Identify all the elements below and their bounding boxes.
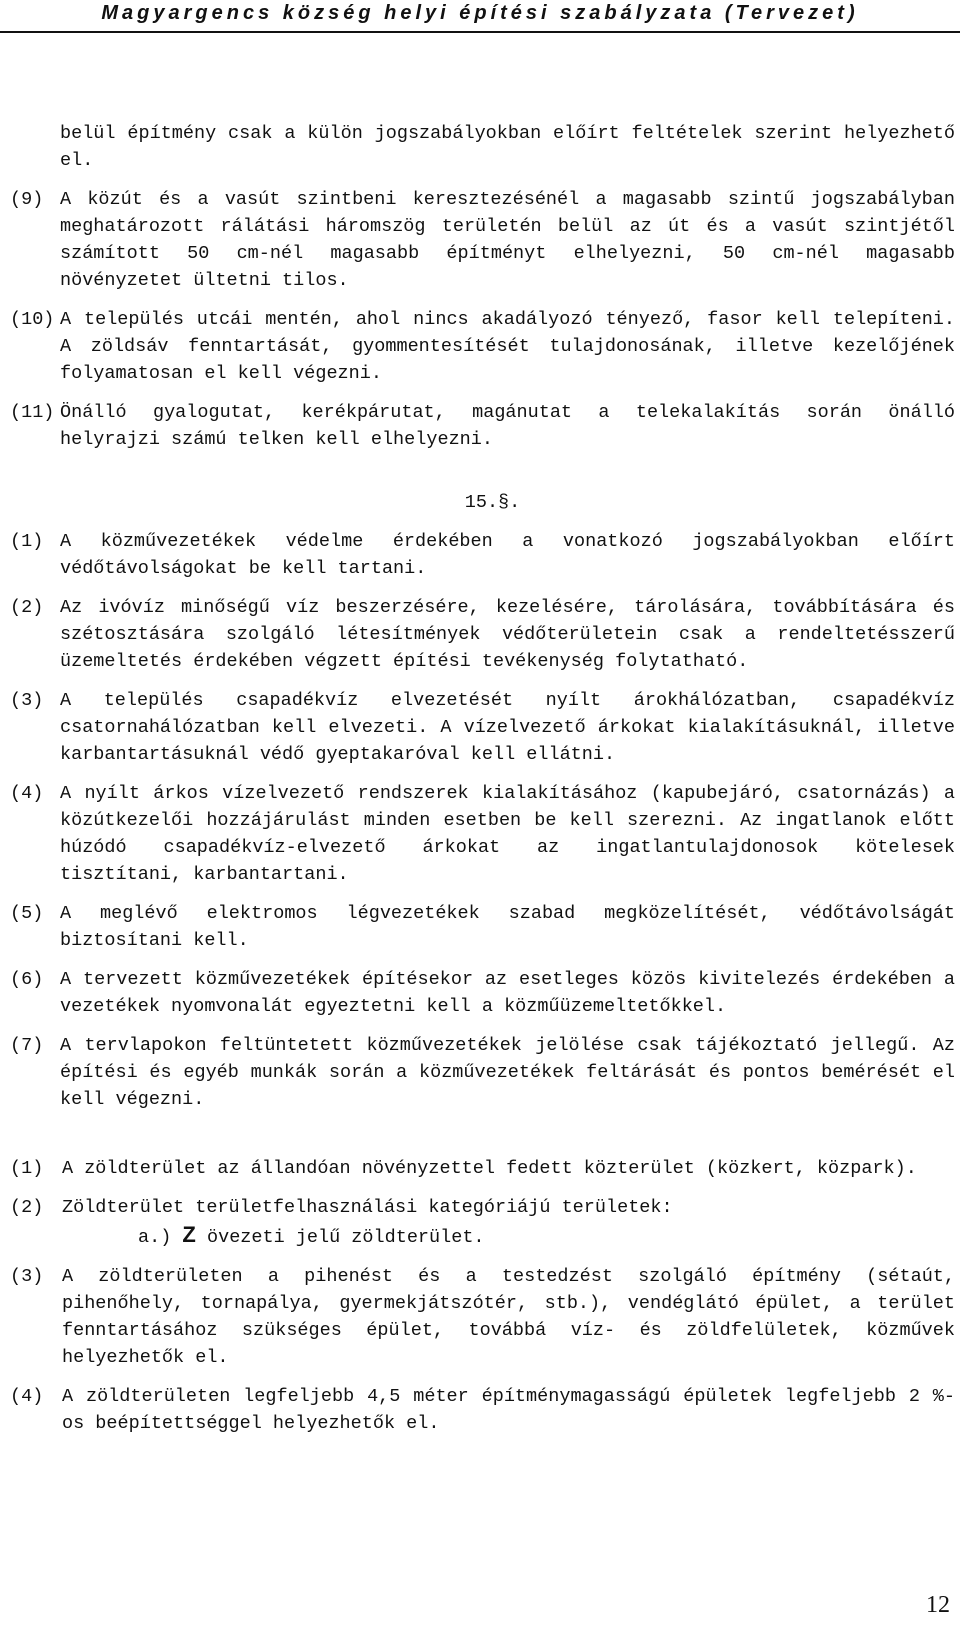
- paragraph-text: A meglévő elektromos légvezetékek szabad megközelítését, védőtávolságát biztosítani kell.: [60, 903, 955, 951]
- paragraph-text: A közművezetékek védelme érdekében a vonatkozó jogszabályokban előírt védőtávolságokat be kell tartani.: [60, 531, 955, 579]
- paragraph-2: [10, 594, 955, 675]
- paragraph-number: (4): [10, 1386, 44, 1407]
- paragraph-5: [10, 900, 955, 954]
- zone-code: Z: [182, 1222, 196, 1247]
- paragraph-text: A zöldterületen legfeljebb 4,5 méter építménymagasságú épületek legfeljebb 2 %-os beépítettséggel helyezhetők el.: [62, 1386, 955, 1434]
- page-number: 12: [926, 1592, 950, 1618]
- paragraph-text: A nyílt árkos vízelvezető rendszerek kialakításához (kapubejáró, csatornázás) a közútkezelői hozzájárulást minden esetben be kell szerezni. Az ingatlanok előtt húzódó csapadékvíz-elvezető árkokat az ingatlantulajdonosok kötelesek tisztítani, karbantartani.: [60, 783, 955, 885]
- paragraph-text: Zöldterület területfelhasználási kategóriájú területek:: [62, 1197, 673, 1218]
- paragraph-1: [10, 528, 955, 582]
- paragraph-number: (9): [10, 189, 44, 210]
- sub-item-text: övezeti jelű zöldterület.: [206, 1227, 485, 1248]
- paragraph-text: Az ivóvíz minőségű víz beszerzésére, kezelésére, tárolására, továbbítására és szétosztására szolgáló létesítmények védőterületein csak a rendeltetésszerű üzemeltetés érdekében végzett építési tevékenység folytatható.: [60, 597, 955, 672]
- paragraph-group-b: [10, 528, 955, 1113]
- sub-item-label: a.): [138, 1227, 172, 1248]
- paragraph-number: (1): [10, 531, 44, 552]
- paragraph-7: [10, 1032, 955, 1113]
- paragraph-number: (2): [10, 597, 44, 618]
- paragraph-number: (6): [10, 969, 44, 990]
- paragraph-number: (1): [10, 1158, 44, 1179]
- green-paragraph-2: [10, 1194, 955, 1251]
- paragraph-text: A település utcái mentén, ahol nincs akadályozó tényező, fasor kell telepíteni. A zöldsáv fenntartását, gyommentesítését tulajdonosának, illetve kezelőjének folyamatosan el kell végezni.: [60, 309, 955, 384]
- header-rule: [0, 31, 960, 33]
- paragraph-10: [10, 306, 955, 387]
- paragraph-number: (5): [10, 903, 44, 924]
- paragraph-11: [10, 399, 955, 453]
- paragraph-group-c: [10, 1155, 955, 1437]
- section-gap: [10, 1125, 955, 1155]
- page-header: Magyargencs község helyi építési szabályzata (Tervezet): [101, 2, 859, 24]
- paragraph-text: A zöldterületen a pihenést és a testedzést szolgáló építmény (sétaút, pihenőhely, tornapálya, gyermekjátszótér, stb.), vendéglátó épület, a terület fenntartásához szükséges épület, továbbá víz- és zöldfelületek, közművek helyezhetők el.: [62, 1266, 955, 1368]
- paragraph-number: (7): [10, 1035, 44, 1056]
- continuation-text: belül építmény csak a külön jogszabályokban előírt feltételek szerint helyezhető el.: [60, 123, 955, 171]
- paragraph-text: A tervlapokon feltüntetett közművezetékek jelölése csak tájékoztató jellegű. Az építési és egyéb munkák során a közművezetékek feltárását és pontos bemérését el kell végezni.: [60, 1035, 955, 1110]
- paragraph-number: (3): [10, 1266, 44, 1287]
- paragraph-text: Önálló gyalogutat, kerékpárutat, magánutat a telekalakítás során önálló helyrajzi számú telken kell elhelyezni.: [60, 402, 955, 450]
- paragraph-text: A zöldterület az állandóan növényzettel fedett közterület (közkert, közpark).: [62, 1158, 917, 1179]
- paragraph-9: [10, 186, 955, 294]
- green-paragraph-3: [10, 1263, 955, 1371]
- paragraph-number: (4): [10, 783, 44, 804]
- paragraph-number: (3): [10, 690, 44, 711]
- paragraph-text: A település csapadékvíz elvezetését nyílt árokhálózatban, csapadékvíz csatornahálózatban kell elvezeti. A vízelvezető árkokat kialakításuknál, illetve karbantartásuknál védő gyeptakaróval kell ellátni.: [60, 690, 955, 765]
- paragraph-6: [10, 966, 955, 1020]
- paragraph-number: (2): [10, 1197, 44, 1218]
- paragraph-group-a: [10, 186, 955, 453]
- green-paragraph-4: [10, 1383, 955, 1437]
- paragraph-text: A közút és a vasút szintbeni keresztezésénél a magasabb szintű jogszabályban meghatározott rálátási háromszög területén belül az út és a vasút szintjétől számított 50 cm-nél magasabb építményt elhelyezni, 50 cm-nél magasabb növényzetet ültetni tilos.: [60, 189, 955, 291]
- document-body: [10, 120, 955, 1449]
- green-paragraph-1: [10, 1155, 955, 1182]
- section-title: 15.§.: [464, 492, 521, 513]
- paragraph-3: [10, 687, 955, 768]
- paragraph-number: (10): [10, 309, 55, 330]
- sub-item-a: [62, 1221, 955, 1251]
- paragraph-4: [10, 780, 955, 888]
- paragraph-text: A tervezett közművezetékek építésekor az esetleges közös kivitelezés érdekében a vezetékek nyomvonalát egyeztetni kell a közműüzemeltetőkkel.: [60, 969, 955, 1017]
- paragraph-number: (11): [10, 402, 55, 423]
